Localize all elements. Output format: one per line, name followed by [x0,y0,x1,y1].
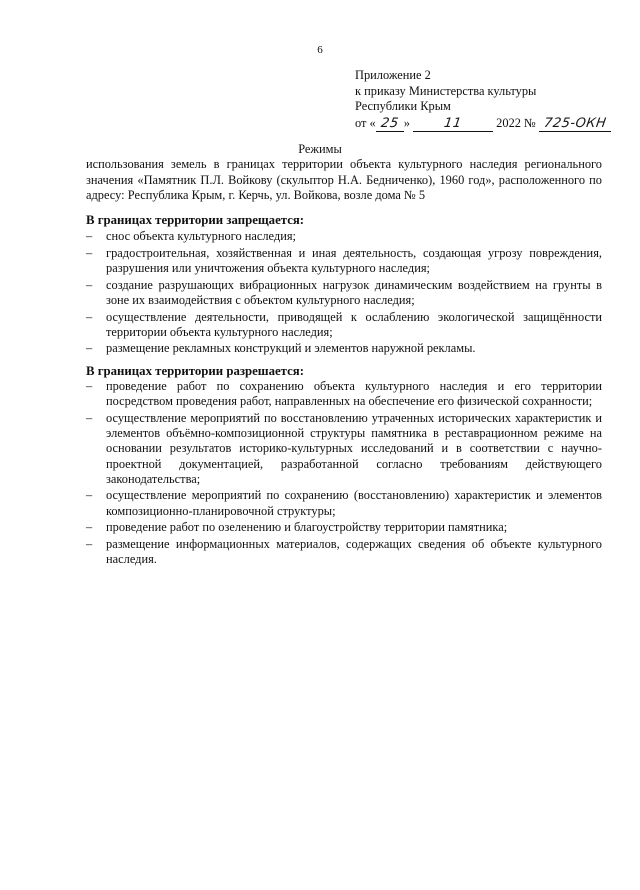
list-marker: – [86,488,93,503]
from-prefix: от « [355,115,376,130]
appendix-date-number-line [355,115,611,133]
document-subtitle: использования земель в границах территории объекта культурного наследия регионального значения «Памятник П.Л. Войкову (скульптор Н.А. Бедниченко), 1960 год», расположенного по адресу: Республика Крым, г. Керчь, ул. Войкова, возле дома № 5 [86,157,602,202]
list-marker: – [86,410,93,425]
list-item-text: проведение работ по сохранению объекта культурного наследия и его территории посредством проведения работ, направленных на обеспечение его физической сохранности; [106,379,602,409]
quote-close: » [403,115,410,130]
list-marker: – [86,245,93,260]
prohibited-list [86,229,602,358]
handwritten-order-number: 725-ОКН [539,115,611,133]
appendix-title: Приложение 2 [355,68,431,82]
list-item [86,411,602,487]
list-item [86,379,602,409]
list-marker: – [86,379,93,393]
list-item [86,310,602,340]
list-item [86,341,602,356]
list-item [86,537,602,567]
list-item-text: осуществление деятельности, приводящей к ослаблению экологической защищённости территории объекта культурного наследия; [106,309,602,339]
list-item-text: осуществление мероприятий по сохранению (восстановлению) характеристик и элементов композиционно-планировочной структуры; [106,488,602,518]
list-item [86,246,602,276]
list-marker: – [86,341,93,356]
appendix-ministry-region: Республики Крым [355,99,451,113]
year-number-label: 2022 № [496,115,536,130]
list-marker: – [86,520,93,535]
list-marker: – [86,229,93,243]
list-marker: – [86,537,93,552]
handwritten-month: 11 [413,115,493,133]
list-item-text: размещение рекламных конструкций и элементов наружной рекламы. [106,341,476,356]
list-item [86,488,602,518]
list-marker: – [86,277,93,292]
list-item [86,520,602,535]
page-number: 6 [317,44,323,56]
prohibited-heading: В границах территории запрещается: [86,213,305,227]
list-item-text: снос объекта культурного наследия; [106,229,296,243]
list-item-text: создание разрушающих вибрационных нагрузок динамическим воздействием на грунты в зоне их взаимодействия с объектом культурного наследия; [106,277,602,307]
list-item [86,278,602,308]
permitted-list [86,379,602,569]
list-marker: – [86,309,93,324]
permitted-heading: В границах территории разрешается: [86,364,304,378]
document-title: Режимы [298,142,342,156]
handwritten-day: 25 [376,115,404,133]
list-item [86,229,602,244]
list-item-text: проведение работ по озеленению и благоустройству территории памятника; [106,520,508,535]
appendix-header [355,68,611,132]
list-item-text: осуществление мероприятий по восстановлению утраченных исторических характеристик и элементов объёмно-композиционной структуры памятника в реставрационном режиме на основании результатов историко-культурных исследований и в соответствии с научно-проектной документацией, разработанной согласно требованиям действующего законодательства; [106,410,602,486]
appendix-order-reference: к приказу Министерства культуры [355,83,537,98]
list-item-text: градостроительная, хозяйственная и иная деятельность, создающая угрозу повреждения, разрушения или уничтожения объекта культурного наследия; [106,245,602,275]
list-item-text: размещение информационных материалов, содержащих сведения об объекте культурного наследия. [106,537,602,567]
